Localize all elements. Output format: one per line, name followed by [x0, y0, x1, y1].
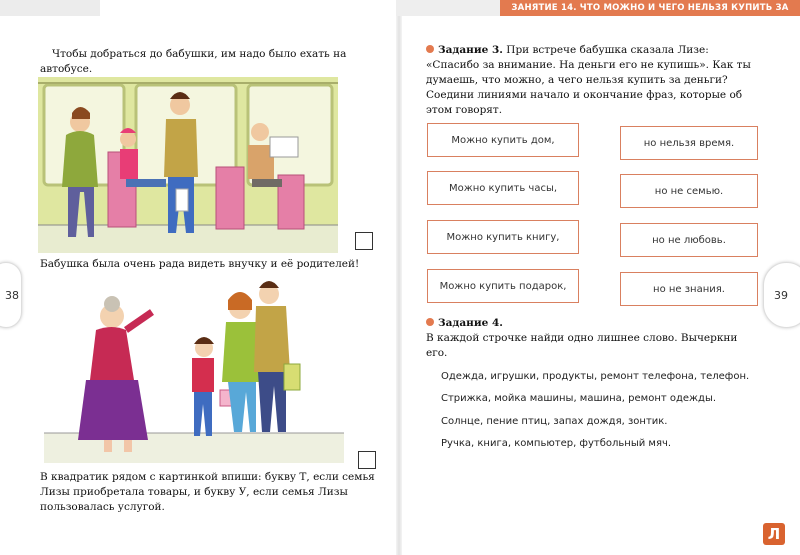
- grandma-meeting-illustration: [44, 278, 344, 463]
- lesson-header: ЗАНЯТИЕ 14. ЧТО МОЖНО И ЧЕГО НЕЛЬЗЯ КУПИТЬ ЗА ДЕНЬГИ: [500, 0, 800, 16]
- phrase-start-4[interactable]: Можно купить подарок,: [427, 269, 579, 303]
- task4-row-2[interactable]: Стрижка, мойка машины, машина, ремонт одежды.: [441, 393, 717, 404]
- task4-row-3[interactable]: Солнце, пение птиц, запах дождя, зонтик.: [441, 416, 668, 427]
- bus-illustration: [38, 77, 338, 253]
- task3-text: При встрече бабушка сказала Лизе: «Спасибо за внимание. На деньги его не купишь». Как ты думаешь, что можно, а чего нельзя купить за деньги? Соедини линиями начало и окончание фраз, которые об этом говорят.: [426, 44, 751, 116]
- task3-label: Задание 3.: [438, 44, 503, 56]
- task3-block: [426, 43, 762, 118]
- phrase-end-4[interactable]: но не знания.: [620, 272, 758, 306]
- phrase-end-3[interactable]: но не любовь.: [620, 223, 758, 257]
- page-gutter: [396, 16, 402, 555]
- intro-text: Чтобы добраться до бабушки, им надо было ехать на автобусе.: [40, 48, 347, 75]
- instructions-text: В квадратик рядом с картинкой впиши: букву Т, если семья Лизы приобретала товары, и букву У, если семья Лизы пользовалась услугой.: [40, 471, 375, 513]
- task4-block: [426, 316, 762, 361]
- top-left-strip: [0, 0, 100, 16]
- phrase-end-2[interactable]: но не семью.: [620, 174, 758, 208]
- task4-label: Задание 4.: [438, 317, 503, 329]
- task-bullet-icon: [426, 45, 434, 53]
- task-bullet-icon: [426, 318, 434, 326]
- page-number-right: 39: [763, 262, 800, 328]
- phrase-start-1[interactable]: Можно купить дом,: [427, 123, 579, 157]
- answer-box-2[interactable]: [358, 451, 376, 469]
- phrase-start-2[interactable]: Можно купить часы,: [427, 171, 579, 205]
- caption-text: Бабушка была очень рада видеть внучку и её родителей!: [40, 258, 360, 270]
- task4-row-1[interactable]: Одежда, игрушки, продукты, ремонт телефона, телефон.: [441, 371, 750, 382]
- page-number-left: 38: [0, 262, 22, 328]
- publisher-logo: Л: [763, 523, 785, 545]
- answer-box-1[interactable]: [355, 232, 373, 250]
- phrase-end-1[interactable]: но нельзя время.: [620, 126, 758, 160]
- task4-row-4[interactable]: Ручка, книга, компьютер, футбольный мяч.: [441, 438, 672, 449]
- phrase-start-3[interactable]: Можно купить книгу,: [427, 220, 579, 254]
- task4-text: В каждой строчке найди одно лишнее слово. Вычеркни его.: [426, 332, 738, 359]
